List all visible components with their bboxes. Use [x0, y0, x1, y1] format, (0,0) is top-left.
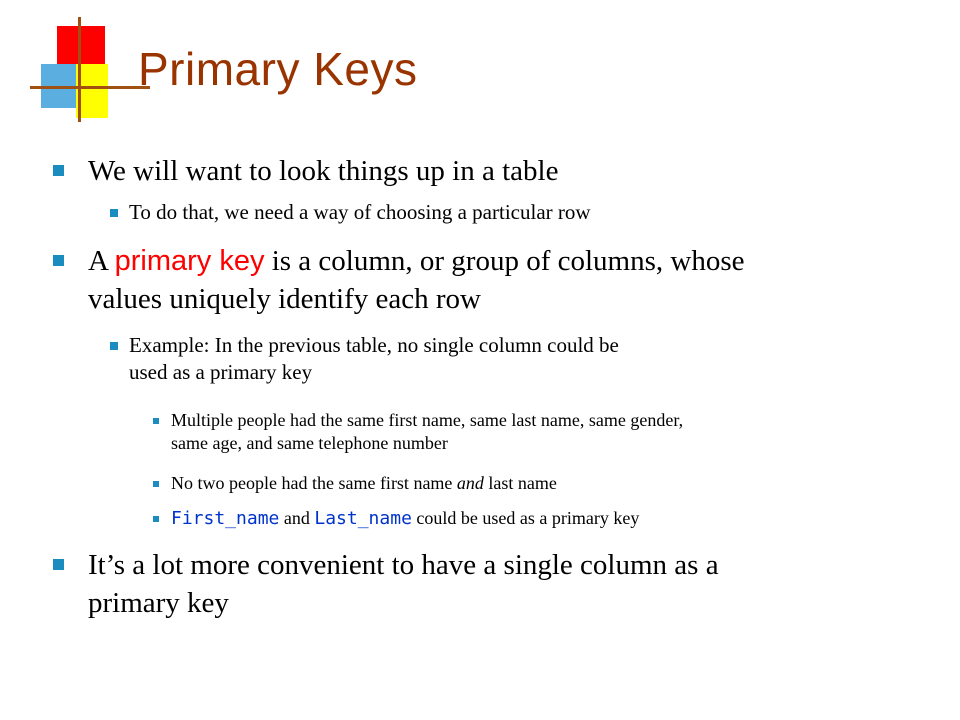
bullet-marker-l2 [110, 209, 118, 217]
bullet-marker-l3 [153, 418, 159, 424]
sub-bullet-text-continuation: used as a primary key [129, 360, 313, 384]
text-segment: No two people had the same first name [171, 473, 457, 493]
vertical-line-decoration [78, 17, 81, 122]
bullet-text: We will want to look things up in a table [88, 155, 559, 187]
text-segment: is a column, or group of columns, whose [264, 245, 745, 277]
bullet-text: It’s a lot more convenient to have a single column as a [88, 549, 719, 581]
highlighted-term: primary key [114, 245, 265, 277]
sub-sub-bullet-text: Multiple people had the same first name, same last name, same gender, [171, 410, 684, 430]
sub-sub-bullet-text-continuation: same age, and same telephone number [171, 433, 448, 453]
bullet-text [88, 244, 745, 279]
bullet-text-continuation: primary key [88, 587, 229, 619]
slide-title: Primary Keys [138, 43, 418, 95]
code-term: Last_name [314, 508, 412, 529]
bullet-marker-l1 [53, 255, 64, 266]
sub-sub-bullet-text [171, 472, 557, 495]
horizontal-line-decoration [30, 86, 150, 89]
text-segment: A [88, 245, 115, 277]
title-decoration [0, 0, 140, 130]
text-segment: could be used as a primary key [411, 508, 640, 528]
bullet-marker-l3 [153, 481, 159, 487]
bullet-marker-l1 [53, 165, 64, 176]
sub-bullet-text: Example: In the previous table, no single column could be [129, 333, 619, 357]
code-term: First_name [171, 508, 280, 529]
bullet-text-continuation: values uniquely identify each row [88, 283, 481, 315]
text-segment: and [279, 508, 315, 528]
sub-sub-bullet-text [171, 507, 639, 530]
emphasis-text: and [456, 473, 484, 493]
bullet-marker-l1 [53, 559, 64, 570]
sub-bullet-text: To do that, we need a way of choosing a particular row [129, 200, 591, 224]
bullet-marker-l2 [110, 342, 118, 350]
text-segment: last name [483, 473, 557, 493]
bullet-marker-l3 [153, 516, 159, 522]
